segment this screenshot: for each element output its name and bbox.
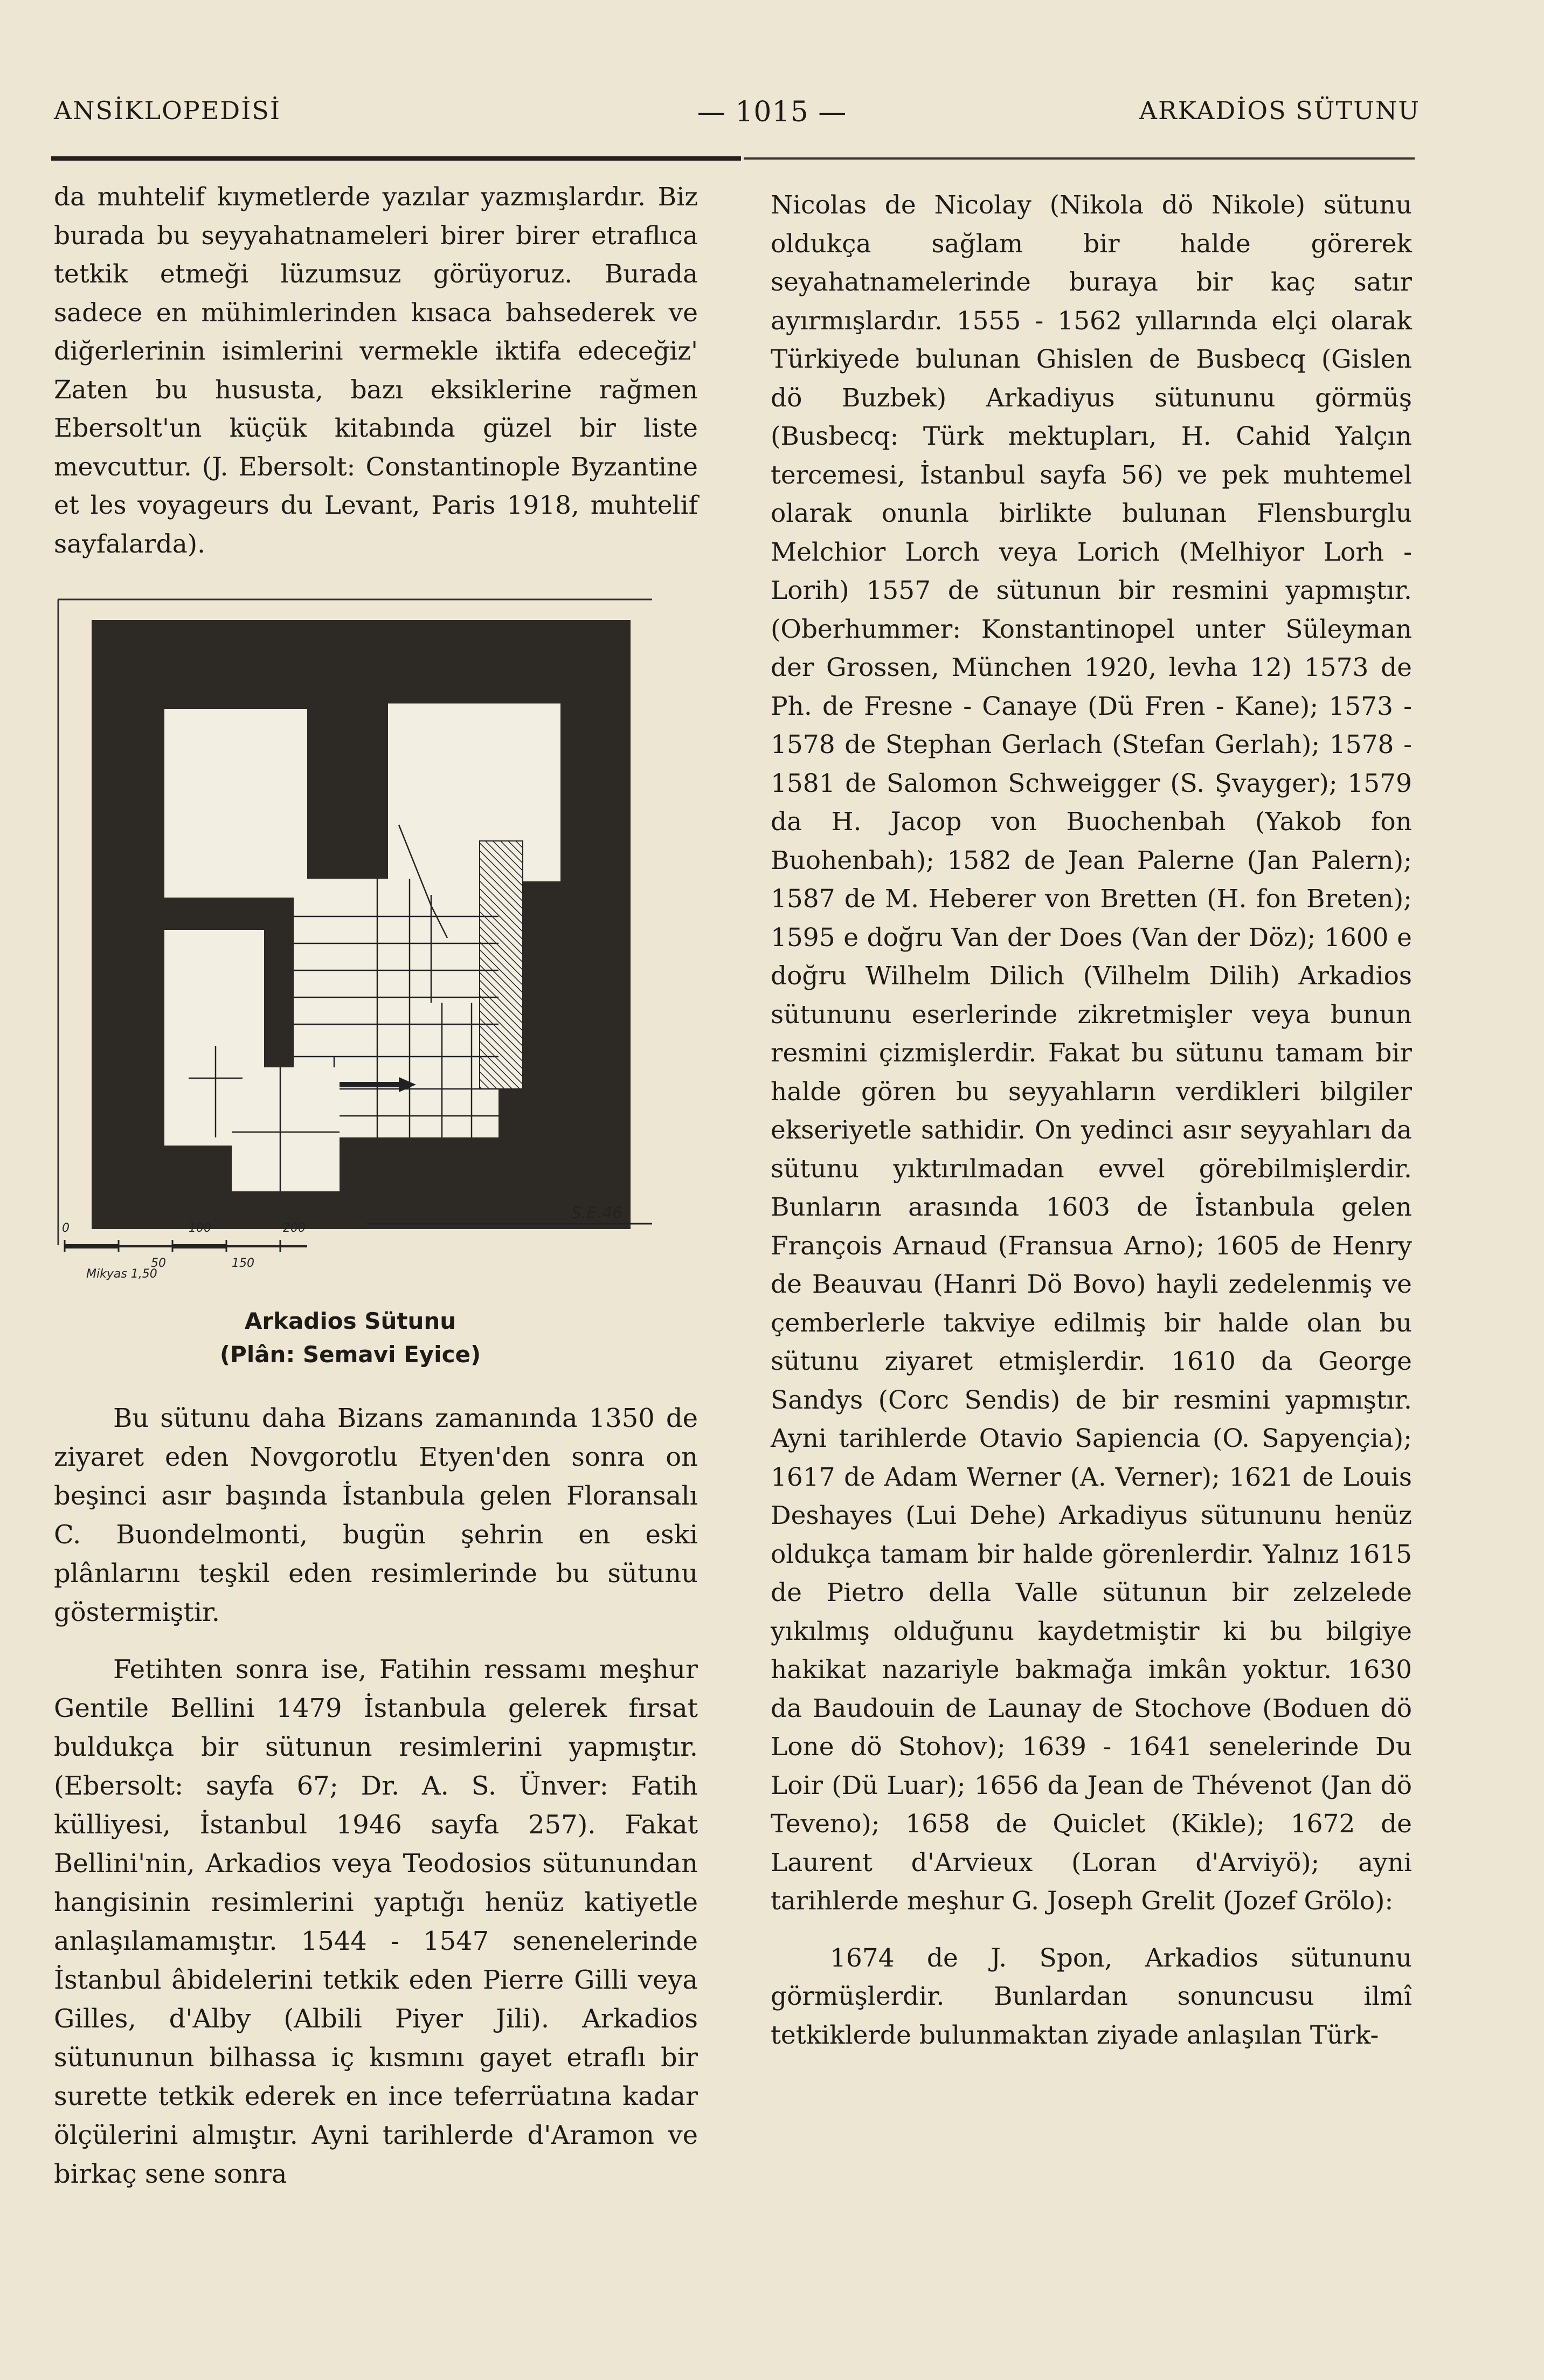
header-rule-right <box>744 157 1415 160</box>
figure-caption <box>162 1305 539 1371</box>
scale-label-200: 200 <box>283 1222 306 1235</box>
scale-label-50: 50 <box>151 1257 166 1270</box>
paragraph: Fetihten sonra ise, Fatihin ressamı meşhur Gentile Bellini 1479 İstanbula gelerek fırsat buldukça bir sütunun resimlerini yapmıştır. (Ebersolt: sayfa 67; Dr. A. S. Ünver: Fatih külliyesi, İstanbul 1946 sayfa 257). Fakat Bellini'nin, Arkadios veya Teodosios sütunundan hangisinin resimlerini yaptığı henüz katiyetle anlaşılamamıştır. 1544 - 1547 senenelerinde İstanbul âbidelerini tetkik eden Pierre Gilli veya Gilles, d'Alby (Albili Piyer Jili). Arkadios sütununun bilhassa iç kısmını gayet etraflı bir surette tetkik ederek en ince teferrüatına kadar ölçülerini almıştır. Ayni tarihlerde d'Aramon ve birkaç sene sonra <box>54 1654 698 2189</box>
caption-credit: (Plân: Semavi Eyice) <box>219 1341 481 1368</box>
column-plan-figure <box>54 593 709 1281</box>
left-column-top-text <box>54 178 698 563</box>
scale-label-0: 0 <box>62 1222 70 1235</box>
chamber-upper-right <box>388 703 560 881</box>
scale-label-100: 100 <box>189 1222 211 1235</box>
left-column-bottom-text <box>54 1399 698 2193</box>
header-page-number: — 1015 — <box>697 96 847 128</box>
caption-title: Arkadios Sütunu <box>244 1308 456 1334</box>
chamber-upper-left <box>164 709 307 898</box>
paragraph: da muhtelif kıymetlerde yazılar yazmışlardır. Biz burada bu seyyahatnameleri birer birer etraflıca tetkik etmeği lüzumsuz görüyoruz. Burada sadece en mühimlerinden kısaca bahsederek ve diğerlerinin isimlerini vermekle iktifa edeceğiz' Zaten bu hususta, bazı eksiklerine rağmen Ebersolt'un küçük kitabında güzel bir liste mevcuttur. (J. Ebersolt: Constantinople Byzantine et les voyageurs du Levant, Paris 1918, muhtelif sayfalarda). <box>54 182 698 559</box>
scale-label-150: 150 <box>232 1257 254 1270</box>
header-article-title: ARKADİOS SÜTUNU <box>1139 96 1420 125</box>
passage-lower <box>232 1067 340 1191</box>
drawing-signature: S.E.46 <box>571 1204 623 1223</box>
paragraph: Bu sütunu daha Bizans zamanında 1350 de ziyaret eden Novgorotlu Etyen'den sonra on beşinci asır başında İstanbula gelen Floransalı C. Buondelmonti, bugün şehrin en eski plânlarını teşkil eden resimlerinde bu sütunu göstermiştir. <box>54 1403 698 1627</box>
header-section-title: ANSİKLOPEDİSİ <box>54 96 281 125</box>
scale-unit-label: Mikyas 1,50 <box>86 1267 157 1281</box>
plan-drawing <box>54 593 709 1281</box>
right-column-text <box>771 186 1412 2054</box>
paragraph: 1674 de J. Spon, Arkadios sütununu görmüşlerdir. Bunlardan sonuncusu ilmî tetkiklerde bulunmaktan ziyade anlaşılan Türk- <box>771 1943 1412 2050</box>
paragraph: Nicolas de Nicolay (Nikola dö Nikole) sütunu oldukça sağlam bir halde görerek seyahatnamelerinde buraya bir kaç satır ayırmışlardır. 1555 - 1562 yıllarında elçi olarak Türkiyede bulunan Ghislen de Busbecq (Gislen dö Buzbek) Arkadiyus sütununu görmüş (Busbecq: Türk mektupları, H. Cahid Yalçın tercemesi, İstanbul sayfa 56) ve pek muhtemel olarak onunla birlikte bulunan Flensburglu Melchior Lorch veya Lorich (Melhiyor Lorh - Lorih) 1557 de sütunun bir resmini yapmıştır. (Oberhummer: Konstantinopel unter Süleyman der Grossen, München 1920, levha 12) 1573 de Ph. de Fresne - Canaye (Dü Fren - Kane); 1573 - 1578 de Stephan Gerlach (Stefan Gerlah); 1578 - 1581 de Salomon Schweigger (S. Şvayger); 1579 da H. Jacop von Buochenbah (Yakob fon Buohenbah); 1582 de Jean Palerne (Jan Palern); 1587 de M. Heberer von Bretten (H. fon Breten); 1595 e doğru Van der Does (Van der Döz); 1600 e doğru Wilhelm Dilich (Vilhelm Dilih) Arkadios sütununu eserlerinde zikretmişler veya bunun resmini çizmişlerdir. Fakat bu sütunu tamam bir halde gören bu seyyahların verdikleri bilgiler ekseriyetle sathidir. On yedinci asır seyyahları da sütunu yıktırılmadan evvel görebilmişlerdir. Bunların arasında 1603 de İstanbula gelen François Arnaud (Fransua Arno); 1605 de Henry de Beauvau (Hanri Dö Bovo) hayli zedelenmiş ve çemberlerle takviye edilmiş bir halde olan bu sütunu ziyaret etmişlerdir. 1610 da George Sandys (Corc Sendis) de bir resmini yapmıştır. Ayni tarihlerde Otavio Sapiencia (O. Sapyençia); 1617 de Adam Werner (A. Verner); 1621 de Louis Deshayes (Lui Dehe) Arkadiyus sütununu henüz oldukça tamam bir halde görenlerdir. Yalnız 1615 de Pietro della Valle sütunun bir zelzelede yıkılmış olduğunu kaydetmiştir ki bu bilgiye hakikat nazariyle bakmağa imkân yoktur. 1630 da Baudouin de Launay de Stochove (Boduen dö Lone dö Stohov); 1639 - 1641 senelerinde Du Loir (Dü Luar); 1656 da Jean de Thévenot (Jan dö Teveno); 1658 de Quiclet (Kikle); 1672 de Laurent d'Arvieux (Loran d'Arviyö); ayni tarihlerde meşhur G. Joseph Grelit (Jozef Grölo): <box>771 190 1412 1916</box>
header-rule-left <box>51 156 741 161</box>
hatched-wall <box>480 841 523 1089</box>
